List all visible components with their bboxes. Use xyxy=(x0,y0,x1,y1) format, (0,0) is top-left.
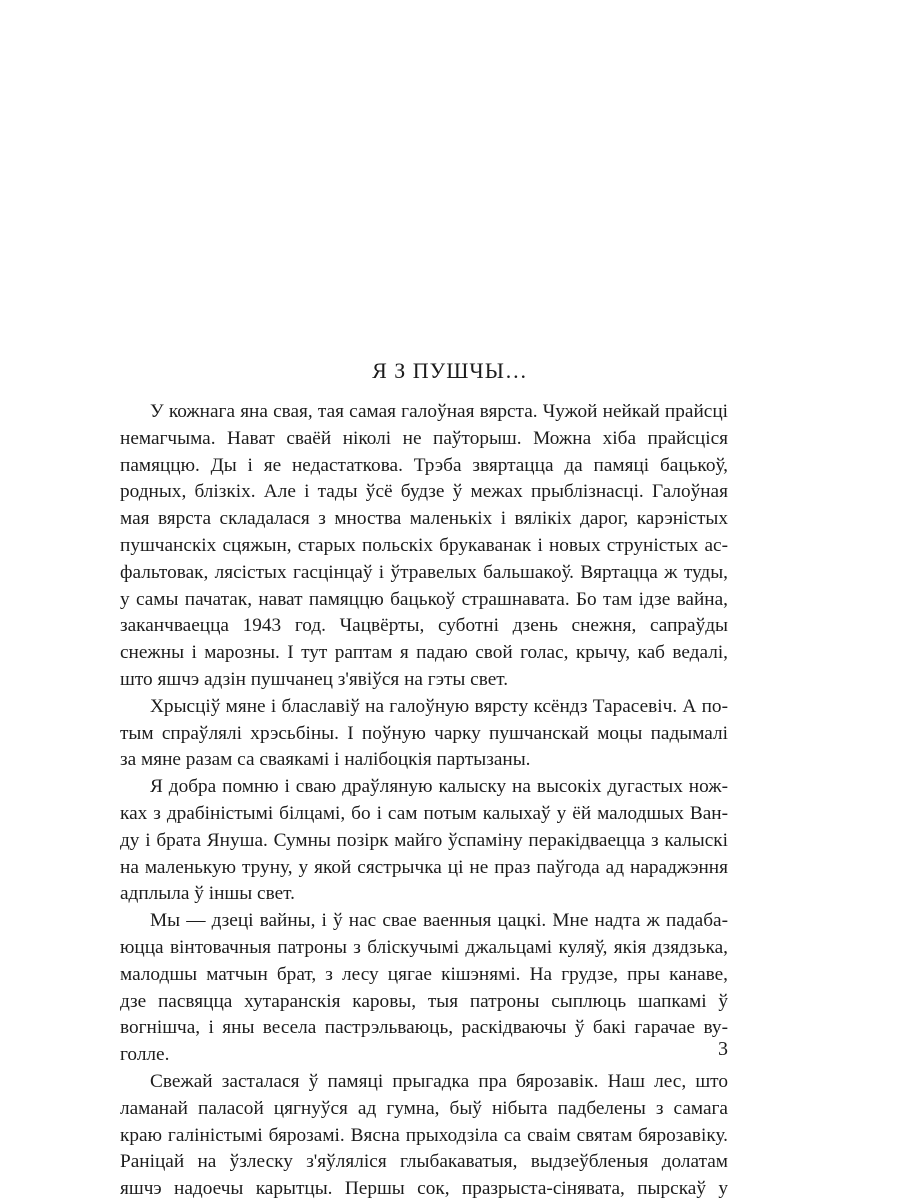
text-line: голле. xyxy=(120,1044,170,1066)
text-line: ламанай паласой цягнуўся ад гумна, быў нібыта падбелены з самага xyxy=(120,1097,728,1119)
text-line: ду і брата Януша. Сумны позірк майго ўспаміну перакідваецца з калыскі xyxy=(120,829,728,851)
text-line: у самы пачатак, нават памяццю бацькоў страшнавата. Бо там ідзе вайна, xyxy=(120,588,728,610)
paragraph xyxy=(120,694,728,774)
text-line: немагчыма. Нават сваёй ніколі не паўторыш. Можна хіба прайсціся xyxy=(120,427,728,449)
text-line: заканчваецца 1943 год. Чацвёрты, суботні дзень снежня, сапраўды xyxy=(120,615,728,637)
paragraph xyxy=(120,908,728,1069)
text-line: пушчанскіх сцяжын, старых польскіх брукаванак і новых струністых ас- xyxy=(120,534,728,556)
paragraph xyxy=(120,399,728,694)
text-line: памяццю. Ды і яе недастаткова. Трэба звяртацца да памяці бацькоў, xyxy=(120,454,728,476)
text-line: снежны і марозны. І тут раптам я падаю свой голас, крычу, каб ведалі, xyxy=(120,642,728,664)
text-line: на маленькую труну, у якой сястрычка ці не праз паўгода ад нараджэння xyxy=(120,856,728,878)
text-line: Хрысціў мяне і блаславіў на галоўную вярсту ксёндз Тарасевіч. А по- xyxy=(150,695,728,717)
text-line: юцца вінтовачныя патроны з бліскучымі джальцамі куляў, якія дзядзька, xyxy=(120,936,728,958)
text-line: Раніцай на ўзлеску з'яўляліся глыбакаватыя, выдзеўбленыя долатам xyxy=(120,1151,728,1173)
text-line: Мы — дзеці вайны, і ў нас свае ваенныя цацкі. Мне надта ж падаба- xyxy=(150,910,728,932)
text-line: фальтовак, лясістых гасцінцаў і ўтравелых бальшакоў. Вяртацца ж туды, xyxy=(120,561,728,583)
text-line: што яшчэ адзін пушчанец з'явіўся на гэты свет. xyxy=(120,668,509,690)
text-line: родных, блізкіх. Але і тады ўсё будзе ў межах прыблізнасці. Галоўная xyxy=(120,481,728,503)
text-line: ках з драбіністымі білцамі, бо і сам потым калыхаў у ёй малодшых Ван- xyxy=(120,802,728,824)
text-line: малодшы матчын брат, з лесу цягае кішэнямі. На грудзе, пры канаве, xyxy=(120,963,728,985)
page-number: 3 xyxy=(718,1038,728,1060)
text-line: яшчэ надоечы карытцы. Першы сок, празрыста-сінявата, пырскаў у xyxy=(120,1178,728,1200)
text-line: за мяне разам са сваякамі і налібоцкія партызаны. xyxy=(120,749,531,771)
text-line: Свежай засталася ў памяці прыгадка пра бярозавік. Наш лес, што xyxy=(150,1070,728,1092)
text-line: тым спраўлялі хрэсьбіны. І поўную чарку пушчанскай моцы падымалі xyxy=(120,722,728,744)
text-line: мая вярста складалася з мноства маленькіх і вялікіх дарог, карэністых xyxy=(120,508,728,530)
paragraph xyxy=(120,774,728,908)
text-line: дзе пасвяцца хутаранскія каровы, тыя патроны сыплюць шапкамі ў xyxy=(120,990,728,1012)
text-line: Я добра помню і сваю драўляную калыску на высокіх дугастых нож- xyxy=(150,776,728,798)
text-line: вогнішча, і яны весела пастрэльваюць, раскідваючы ў бакі гарачае ву- xyxy=(120,1017,728,1039)
text-line: краю галіністымі бярозамі. Вясна прыходзіла са сваім святам бярозавіку. xyxy=(120,1124,728,1146)
body-text xyxy=(120,399,728,1203)
text-line: адплыла ў іншы свет. xyxy=(120,883,295,905)
text-line: У кожнага яна свая, тая самая галоўная вярста. Чужой нейкай прайсці xyxy=(150,401,728,422)
paragraph xyxy=(120,1069,728,1203)
chapter-title: Я З ПУШЧЫ… xyxy=(372,358,528,383)
